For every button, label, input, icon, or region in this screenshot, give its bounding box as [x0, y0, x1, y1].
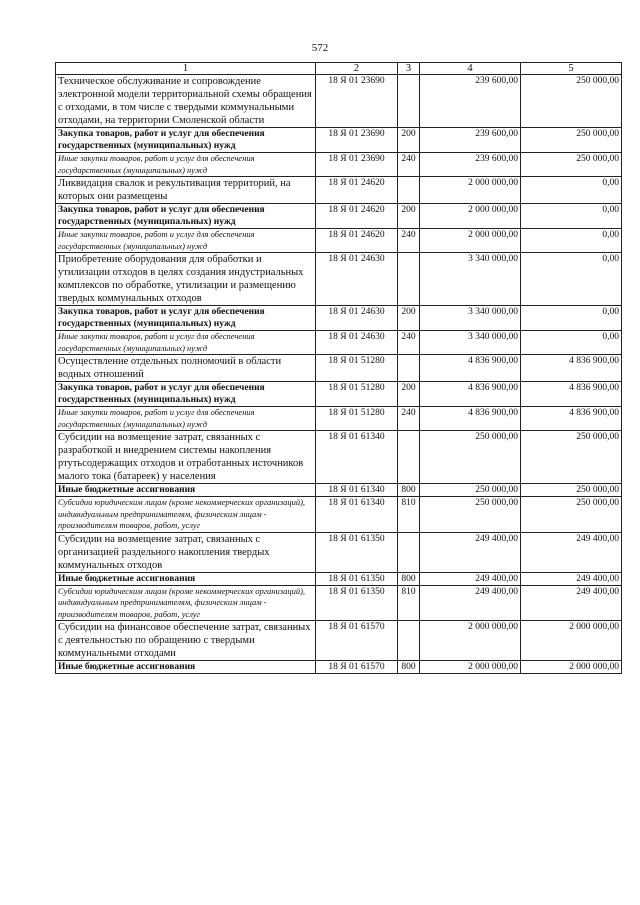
- table-row: [56, 532, 622, 572]
- row-expense-type: [398, 532, 420, 572]
- row-target-code: 18 Я 01 24620: [316, 229, 398, 253]
- row-expense-type: 810: [398, 585, 420, 621]
- row-expense-type: 200: [398, 382, 420, 407]
- row-expense-type: 200: [398, 128, 420, 153]
- row-name: Субсидии на финансовое обеспечение затрат, связанных с деятельностью по обращению с твердыми коммунальными отходами: [56, 621, 316, 661]
- row-name: Закупка товаров, работ и услуг для обеспечения государственных (муниципальных) нужд: [56, 204, 316, 229]
- row-amount-year-1: 2 000 000,00: [420, 621, 521, 661]
- row-target-code: 18 Я 01 24620: [316, 177, 398, 204]
- row-amount-year-2: 4 836 900,00: [521, 355, 622, 382]
- row-target-code: 18 Я 01 61570: [316, 661, 398, 674]
- row-expense-type: 810: [398, 497, 420, 533]
- row-target-code: 18 Я 01 23690: [316, 153, 398, 177]
- row-expense-type: 800: [398, 572, 420, 585]
- row-name: Иные бюджетные ассигнования: [56, 572, 316, 585]
- row-amount-year-2: 250 000,00: [521, 128, 622, 153]
- row-amount-year-2: 0,00: [521, 331, 622, 355]
- row-expense-type: 800: [398, 661, 420, 674]
- row-name: Иные закупки товаров, работ и услуг для обеспечения государственных (муниципальных) нужд: [56, 153, 316, 177]
- table-row: [56, 431, 622, 484]
- row-target-code: 18 Я 01 61350: [316, 585, 398, 621]
- row-target-code: 18 Я 01 24630: [316, 306, 398, 331]
- row-amount-year-1: 3 340 000,00: [420, 331, 521, 355]
- row-name: Закупка товаров, работ и услуг для обеспечения государственных (муниципальных) нужд: [56, 128, 316, 153]
- table-row: [56, 407, 622, 431]
- row-name: Ликвидация свалок и рекультивация территорий, на которых они размещены: [56, 177, 316, 204]
- row-amount-year-1: 239 600,00: [420, 128, 521, 153]
- row-amount-year-1: 2 000 000,00: [420, 177, 521, 204]
- row-amount-year-1: 249 400,00: [420, 532, 521, 572]
- row-amount-year-2: 0,00: [521, 229, 622, 253]
- row-amount-year-1: 250 000,00: [420, 484, 521, 497]
- header-col-5: 5: [521, 63, 622, 75]
- table-row: [56, 572, 622, 585]
- row-target-code: 18 Я 01 61350: [316, 532, 398, 572]
- page-number: 572: [311, 42, 329, 54]
- row-amount-year-1: 250 000,00: [420, 431, 521, 484]
- row-name: Иные закупки товаров, работ и услуг для обеспечения государственных (муниципальных) нужд: [56, 331, 316, 355]
- row-target-code: 18 Я 01 24620: [316, 204, 398, 229]
- header-col-2: 2: [316, 63, 398, 75]
- table-row: [56, 331, 622, 355]
- row-name: Иные закупки товаров, работ и услуг для обеспечения государственных (муниципальных) нужд: [56, 407, 316, 431]
- row-name: Закупка товаров, работ и услуг для обеспечения государственных (муниципальных) нужд: [56, 306, 316, 331]
- table-row: [56, 177, 622, 204]
- row-target-code: 18 Я 01 61340: [316, 431, 398, 484]
- row-name: Иные бюджетные ассигнования: [56, 661, 316, 674]
- row-amount-year-2: 249 400,00: [521, 532, 622, 572]
- row-target-code: 18 Я 01 61350: [316, 572, 398, 585]
- table-row: [56, 128, 622, 153]
- table-row: [56, 382, 622, 407]
- row-name: Субсидии юридическим лицам (кроме некоммерческих организаций), индивидуальным предпринимателям, физическим лицам - производителям товаров, работ, услуг: [56, 497, 316, 533]
- row-amount-year-1: 249 400,00: [420, 572, 521, 585]
- table-row: [56, 621, 622, 661]
- row-amount-year-2: 2 000 000,00: [521, 661, 622, 674]
- row-target-code: 18 Я 01 61570: [316, 621, 398, 661]
- row-name: Осуществление отдельных полномочий в области водных отношений: [56, 355, 316, 382]
- table-row: [56, 204, 622, 229]
- row-name: Субсидии на возмещение затрат, связанных с организацией раздельного накопления твердых коммунальных отходов: [56, 532, 316, 572]
- row-amount-year-1: 249 400,00: [420, 585, 521, 621]
- row-amount-year-2: 4 836 900,00: [521, 407, 622, 431]
- row-target-code: 18 Я 01 51280: [316, 407, 398, 431]
- header-col-4: 4: [420, 63, 521, 75]
- row-expense-type: [398, 75, 420, 128]
- row-target-code: 18 Я 01 51280: [316, 355, 398, 382]
- row-name: Закупка товаров, работ и услуг для обеспечения государственных (муниципальных) нужд: [56, 382, 316, 407]
- row-amount-year-1: 2 000 000,00: [420, 204, 521, 229]
- row-amount-year-2: 0,00: [521, 177, 622, 204]
- row-amount-year-1: 239 600,00: [420, 153, 521, 177]
- row-name: Субсидии юридическим лицам (кроме некоммерческих организаций), индивидуальным предпринимателям, физическим лицам - производителям товаров, работ, услуг: [56, 585, 316, 621]
- row-amount-year-2: 250 000,00: [521, 75, 622, 128]
- row-amount-year-1: 4 836 900,00: [420, 382, 521, 407]
- row-name: Иные бюджетные ассигнования: [56, 484, 316, 497]
- row-amount-year-1: 3 340 000,00: [420, 253, 521, 306]
- table-row: [56, 355, 622, 382]
- row-amount-year-2: 250 000,00: [521, 484, 622, 497]
- row-expense-type: 240: [398, 331, 420, 355]
- row-target-code: 18 Я 01 61340: [316, 484, 398, 497]
- row-expense-type: 240: [398, 153, 420, 177]
- table-body: [56, 75, 622, 674]
- header-row: [56, 63, 622, 75]
- row-amount-year-2: 0,00: [521, 253, 622, 306]
- header-col-3: 3: [398, 63, 420, 75]
- row-amount-year-1: 250 000,00: [420, 497, 521, 533]
- row-name: Приобретение оборудования для обработки и утилизации отходов в целях создания индустриальных комплексов по обработке, утилизации и размещению твердых коммунальных отходов: [56, 253, 316, 306]
- row-expense-type: [398, 355, 420, 382]
- row-target-code: 18 Я 01 24630: [316, 331, 398, 355]
- row-name: Субсидии на возмещение затрат, связанных с разработкой и внедрением системы накопления ртутьсодержащих отходов и отработанных источников малого тока (батареек) у населения: [56, 431, 316, 484]
- table-row: [56, 229, 622, 253]
- table-row: [56, 484, 622, 497]
- row-amount-year-1: 4 836 900,00: [420, 355, 521, 382]
- table-row: [56, 661, 622, 674]
- row-target-code: 18 Я 01 24630: [316, 253, 398, 306]
- table-row: [56, 497, 622, 533]
- table-row: [56, 306, 622, 331]
- row-expense-type: [398, 621, 420, 661]
- row-expense-type: 240: [398, 407, 420, 431]
- row-amount-year-1: 239 600,00: [420, 75, 521, 128]
- row-target-code: 18 Я 01 51280: [316, 382, 398, 407]
- row-expense-type: 200: [398, 204, 420, 229]
- row-amount-year-1: 2 000 000,00: [420, 661, 521, 674]
- row-expense-type: [398, 431, 420, 484]
- budget-table: [55, 62, 622, 674]
- row-amount-year-2: 249 400,00: [521, 585, 622, 621]
- row-amount-year-2: 4 836 900,00: [521, 382, 622, 407]
- row-name: Иные закупки товаров, работ и услуг для обеспечения государственных (муниципальных) нужд: [56, 229, 316, 253]
- row-expense-type: 800: [398, 484, 420, 497]
- row-amount-year-2: 250 000,00: [521, 497, 622, 533]
- table-row: [56, 153, 622, 177]
- row-amount-year-2: 249 400,00: [521, 572, 622, 585]
- row-name: Техническое обслуживание и сопровождение электронной модели территориальной схемы обращения с отходами, в том числе с твердыми коммунальными отходами, на территории Смоленской области: [56, 75, 316, 128]
- row-target-code: 18 Я 01 61340: [316, 497, 398, 533]
- row-target-code: 18 Я 01 23690: [316, 128, 398, 153]
- row-amount-year-1: 2 000 000,00: [420, 229, 521, 253]
- row-expense-type: 240: [398, 229, 420, 253]
- header-col-1: 1: [56, 63, 316, 75]
- row-amount-year-2: 0,00: [521, 204, 622, 229]
- table-row: [56, 585, 622, 621]
- row-amount-year-1: 4 836 900,00: [420, 407, 521, 431]
- row-expense-type: [398, 253, 420, 306]
- table-row: [56, 75, 622, 128]
- row-amount-year-2: 0,00: [521, 306, 622, 331]
- row-amount-year-2: 250 000,00: [521, 153, 622, 177]
- row-target-code: 18 Я 01 23690: [316, 75, 398, 128]
- row-amount-year-1: 3 340 000,00: [420, 306, 521, 331]
- row-expense-type: 200: [398, 306, 420, 331]
- row-amount-year-2: 2 000 000,00: [521, 621, 622, 661]
- row-amount-year-2: 250 000,00: [521, 431, 622, 484]
- table-row: [56, 253, 622, 306]
- row-expense-type: [398, 177, 420, 204]
